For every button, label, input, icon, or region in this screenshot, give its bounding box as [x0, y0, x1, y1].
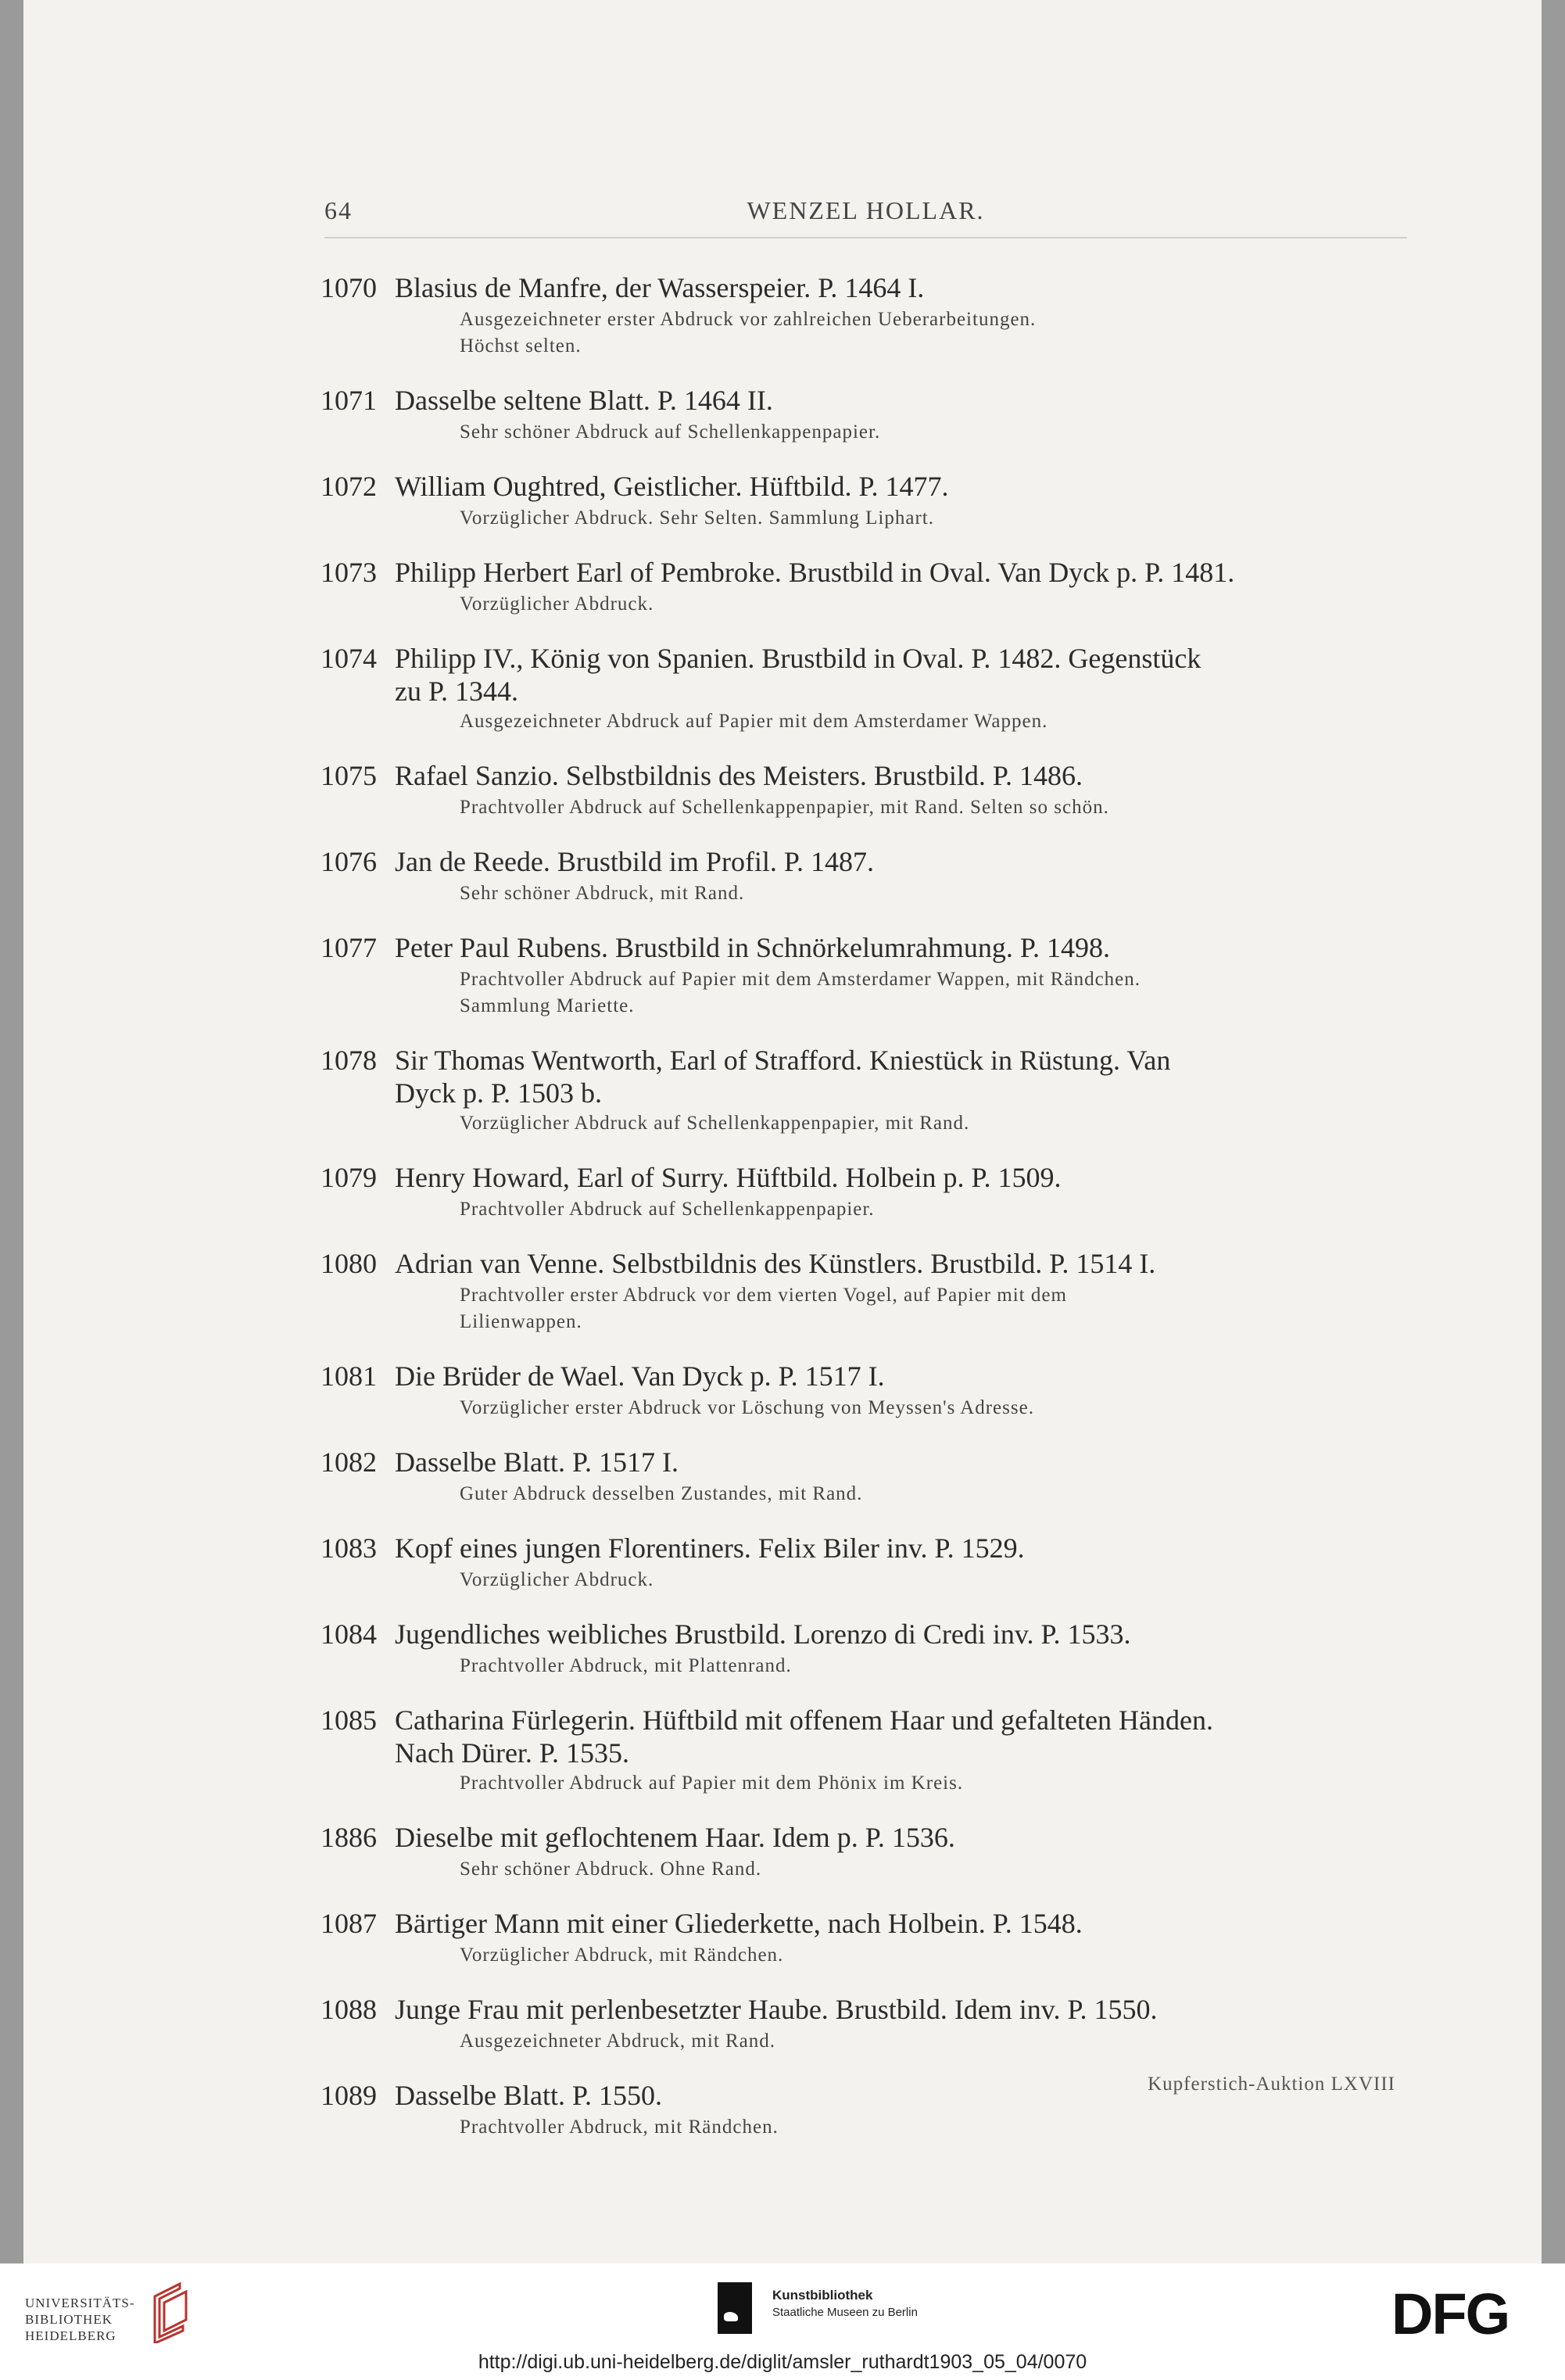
- entry-number: 1075: [321, 760, 377, 791]
- entry-title: Peter Paul Rubens. Brustbild in Schnörkelumrahmung. P. 1498.: [395, 932, 1110, 963]
- auction-footer-note: Kupferstich-Auktion LXVIII: [1148, 2074, 1395, 2095]
- catalog-entry: [321, 844, 1415, 907]
- catalog-entry: [321, 1043, 1415, 1137]
- entry-note: Ausgezeichneter Abdruck auf Papier mit dem Amsterdamer Wappen.: [460, 711, 1048, 732]
- entry-note: Vorzüglicher erster Abdruck vor Löschung von Meyssen's Adresse.: [460, 1397, 1034, 1418]
- entry-number: 1088: [321, 1994, 377, 2025]
- entry-number: 1082: [321, 1446, 377, 1478]
- entry-number: 1073: [321, 557, 377, 588]
- entry-number: 1078: [321, 1045, 377, 1076]
- entry-heading: [321, 1043, 1415, 1077]
- catalog-entry: [321, 1445, 1415, 1507]
- entry-number: 1076: [321, 846, 377, 877]
- entry-title: Rafael Sanzio. Selbstbildnis des Meisters. Brustbild. P. 1486.: [395, 760, 1083, 791]
- entry-number: 1084: [321, 1618, 377, 1650]
- catalog-entry: [321, 1906, 1415, 1969]
- page-url-link[interactable]: http://digi.ub.uni-heidelberg.de/diglit/amsler_ruthardt1903_05_04/0070: [478, 2351, 1087, 2373]
- entry-note: Ausgezeichneter erster Abdruck vor zahlreichen Ueberarbeitungen. Höchst selten.: [460, 309, 1037, 357]
- catalog-entries: [321, 271, 1415, 2164]
- entry-note: Prachtvoller Abdruck auf Schellenkappenpapier.: [460, 1199, 875, 1220]
- entry-heading: [321, 1445, 1415, 1479]
- entry-heading: [321, 930, 1415, 965]
- entry-heading: [321, 1703, 1415, 1737]
- entry-title: Dasselbe Blatt. P. 1517 I.: [395, 1446, 679, 1478]
- entry-title: Jan de Reede. Brustbild im Profil. P. 1487.: [395, 846, 874, 877]
- entry-heading: [321, 1992, 1415, 2027]
- catalog-entry: [321, 758, 1415, 821]
- catalog-entry: [321, 930, 1415, 1020]
- entry-number: 1071: [321, 385, 377, 416]
- entry-number: 1080: [321, 1248, 377, 1279]
- entry-note: Prachtvoller Abdruck auf Papier mit dem Amsterdamer Wappen, mit Rändchen. Sammlung Mariette.: [460, 969, 1141, 1016]
- running-title: WENZEL HOLLAR.: [747, 196, 985, 224]
- entry-title: Blasius de Manfre, der Wasserspeier. P. 1464 I.: [395, 272, 925, 303]
- entry-heading: [321, 1617, 1415, 1651]
- catalog-entry: [321, 1617, 1415, 1679]
- page-number: 64: [324, 196, 353, 224]
- entry-number: 1083: [321, 1532, 377, 1564]
- entry-heading: [321, 1820, 1415, 1855]
- entry-heading: [321, 1246, 1415, 1281]
- entry-number: 1077: [321, 932, 377, 963]
- entry-heading: [321, 1906, 1415, 1941]
- entry-note: Prachtvoller Abdruck, mit Rändchen.: [460, 2117, 779, 2138]
- entry-title: Catharina Fürlegerin. Hüftbild mit offenem Haar und gefalteten Händen.: [395, 1704, 1213, 1736]
- entry-note: Vorzüglicher Abdruck. Sehr Selten. Sammlung Liphart.: [460, 507, 934, 529]
- entry-number: 1089: [321, 2080, 377, 2111]
- catalog-entry: [321, 1531, 1415, 1593]
- entry-title-continuation: zu P. 1344.: [395, 676, 519, 707]
- entry-title: Sir Thomas Wentworth, Earl of Strafford. Kniestück in Rüstung. Van: [395, 1045, 1171, 1076]
- entry-heading: [321, 1359, 1415, 1393]
- entry-heading: [321, 844, 1415, 879]
- entry-title: Kopf eines jungen Florentiners. Felix Biler inv. P. 1529.: [395, 1532, 1025, 1564]
- catalog-entry: [321, 1703, 1415, 1797]
- entry-note: Vorzüglicher Abdruck, mit Rändchen.: [460, 1945, 784, 1966]
- entry-title: Dieselbe mit geflochtenem Haar. Idem p. P. 1536.: [395, 1822, 955, 1853]
- kunstbibliothek-name: Kunstbibliothek: [772, 2288, 873, 2303]
- entry-note: Vorzüglicher Abdruck auf Schellenkappenpapier, mit Rand.: [460, 1113, 970, 1134]
- catalog-entry: [321, 1992, 1415, 2055]
- entry-note: Vorzüglicher Abdruck.: [460, 1569, 654, 1590]
- entry-note: Guter Abdruck desselben Zustandes, mit Rand.: [460, 1483, 863, 1504]
- entry-title: Die Brüder de Wael. Van Dyck p. P. 1517 I.: [395, 1360, 885, 1392]
- entry-title: Bärtiger Mann mit einer Gliederkette, nach Holbein. P. 1548.: [395, 1908, 1083, 1939]
- entry-number: 1085: [321, 1704, 377, 1736]
- entry-number: 1087: [321, 1908, 377, 1939]
- entry-title: Dasselbe Blatt. P. 1550.: [395, 2080, 662, 2111]
- entry-title: Jugendliches weibliches Brustbild. Lorenzo di Credi inv. P. 1533.: [395, 1618, 1131, 1650]
- catalog-entry: [321, 469, 1415, 532]
- entry-title: Philipp Herbert Earl of Pembroke. Brustbild in Oval. Van Dyck p. P. 1481.: [395, 557, 1235, 588]
- entry-note: Sehr schöner Abdruck, mit Rand.: [460, 883, 745, 904]
- entry-heading: [321, 1531, 1415, 1565]
- entry-number: 1079: [321, 1162, 377, 1193]
- catalog-entry: [321, 1246, 1415, 1335]
- entry-title: Junge Frau mit perlenbesetzter Haube. Brustbild. Idem inv. P. 1550.: [395, 1994, 1158, 2025]
- entry-note: Prachtvoller erster Abdruck vor dem vierten Vogel, auf Papier mit dem Lilienwappen.: [460, 1285, 1067, 1332]
- university-library-text[interactable]: UNIVERSITÄTS- BIBLIOTHEK HEIDELBERG: [25, 2296, 135, 2343]
- entry-note: Vorzüglicher Abdruck.: [460, 593, 654, 615]
- kunstbibliothek-subtitle: Staatliche Museen zu Berlin: [772, 2306, 918, 2319]
- entry-heading: [321, 1160, 1415, 1195]
- scanned-page: [23, 0, 1542, 2264]
- entry-note: Prachtvoller Abdruck auf Papier mit dem Phönix im Kreis.: [460, 1772, 964, 1794]
- entry-number: 1074: [321, 643, 377, 674]
- catalog-entry: [321, 641, 1415, 735]
- entry-title: Philipp IV., König von Spanien. Brustbild in Oval. P. 1482. Gegenstück: [395, 643, 1202, 674]
- catalog-entry: [321, 555, 1415, 618]
- entry-heading: [321, 555, 1415, 590]
- entry-title: Dasselbe seltene Blatt. P. 1464 II.: [395, 385, 773, 416]
- entry-number: 1070: [321, 272, 377, 303]
- university-logo-icon[interactable]: [149, 2281, 189, 2343]
- entry-note: Prachtvoller Abdruck, mit Plattenrand.: [460, 1655, 792, 1676]
- entry-note: Sehr schöner Abdruck auf Schellenkappenpapier.: [460, 421, 881, 443]
- entry-heading: [321, 758, 1415, 793]
- kunstbibliothek-text[interactable]: [772, 2287, 918, 2321]
- catalog-entry: [321, 383, 1415, 446]
- entry-title: Adrian van Venne. Selbstbildnis des Künstlers. Brustbild. P. 1514 I.: [395, 1248, 1156, 1279]
- dfg-logo[interactable]: DFG: [1391, 2281, 1509, 2346]
- page-header: [324, 190, 1407, 238]
- entry-title-continuation: Dyck p. P. 1503 b.: [395, 1077, 603, 1109]
- entry-title: William Oughtred, Geistlicher. Hüftbild. P. 1477.: [395, 471, 949, 502]
- catalog-entry: [321, 1160, 1415, 1223]
- catalog-entry: [321, 1820, 1415, 1883]
- entry-heading: [321, 383, 1415, 418]
- catalog-entry: [321, 271, 1415, 360]
- entry-note: Ausgezeichneter Abdruck, mit Rand.: [460, 2031, 776, 2052]
- entry-number: 1886: [321, 1822, 377, 1853]
- entry-heading: [321, 271, 1415, 305]
- catalog-entry: [321, 1359, 1415, 1421]
- digital-library-bar: [0, 2264, 1565, 2380]
- entry-title: Henry Howard, Earl of Surry. Hüftbild. Holbein p. P. 1509.: [395, 1162, 1062, 1193]
- entry-title-continuation: Nach Dürer. P. 1535.: [395, 1737, 629, 1769]
- kunstbibliothek-logo-icon[interactable]: [718, 2282, 752, 2334]
- entry-number: 1081: [321, 1360, 377, 1392]
- entry-heading: [321, 469, 1415, 504]
- entry-note: Prachtvoller Abdruck auf Schellenkappenpapier, mit Rand. Selten so schön.: [460, 797, 1109, 818]
- entry-heading: [321, 641, 1415, 676]
- entry-note: Sehr schöner Abdruck. Ohne Rand.: [460, 1858, 762, 1880]
- entry-number: 1072: [321, 471, 377, 502]
